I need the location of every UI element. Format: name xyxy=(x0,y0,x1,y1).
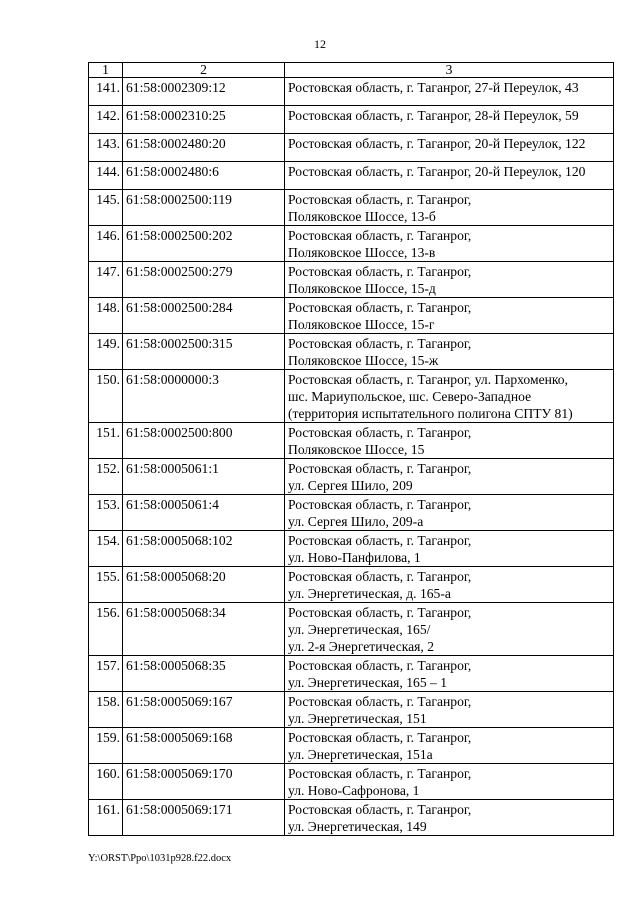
address-line: Ростовская область, г. Таганрог, xyxy=(288,425,472,440)
cadastral-number: 61:58:0000000:3 xyxy=(123,370,285,423)
address-cell xyxy=(285,226,614,262)
address-line: Ростовская область, г. Таганрог, xyxy=(288,766,472,781)
address-line: ул. Сергея Шило, 209 xyxy=(288,478,413,493)
table-body xyxy=(89,78,614,836)
row-number: 154. xyxy=(89,531,123,567)
address-line: Ростовская область, г. Таганрог, xyxy=(288,336,472,351)
address-line: Ростовская область, г. Таганрог, 27-й Переулок, 43 xyxy=(288,80,579,95)
address-line: Ростовская область, г. Таганрог, ул. Пархоменко, xyxy=(288,372,568,387)
cadastral-number: 61:58:0002500:202 xyxy=(123,226,285,262)
address-line: Поляковское Шоссе, 15 xyxy=(288,442,425,457)
address-line: Ростовская область, г. Таганрог, xyxy=(288,605,472,620)
address-line: Ростовская область, г. Таганрог, xyxy=(288,264,472,279)
row-number: 143. xyxy=(89,134,123,162)
column-header-3: 3 xyxy=(285,63,614,78)
row-number: 156. xyxy=(89,603,123,656)
row-number: 142. xyxy=(89,106,123,134)
registry-table xyxy=(88,62,614,836)
address-line: (территория испытательного полигона СПТУ 81) xyxy=(288,406,573,421)
cadastral-number: 61:58:0005068:34 xyxy=(123,603,285,656)
table-row xyxy=(89,78,614,106)
address-cell xyxy=(285,334,614,370)
row-number: 149. xyxy=(89,334,123,370)
row-number: 153. xyxy=(89,495,123,531)
address-cell xyxy=(285,728,614,764)
row-number: 151. xyxy=(89,423,123,459)
row-number: 150. xyxy=(89,370,123,423)
address-cell xyxy=(285,423,614,459)
cadastral-number: 61:58:0005061:4 xyxy=(123,495,285,531)
address-line: Ростовская область, г. Таганрог, xyxy=(288,461,472,476)
address-cell xyxy=(285,531,614,567)
cadastral-number: 61:58:0002500:279 xyxy=(123,262,285,298)
cadastral-number: 61:58:0002500:800 xyxy=(123,423,285,459)
row-number: 146. xyxy=(89,226,123,262)
address-line: ул. Сергея Шило, 209-а xyxy=(288,514,424,529)
table-row xyxy=(89,728,614,764)
address-line: Поляковское Шоссе, 15-ж xyxy=(288,353,439,368)
column-header-2: 2 xyxy=(123,63,285,78)
address-cell xyxy=(285,459,614,495)
address-line: ул. Энергетическая, 165 – 1 xyxy=(288,675,448,690)
address-cell xyxy=(285,603,614,656)
address-line: Поляковское Шоссе, 15-г xyxy=(288,317,435,332)
row-number: 148. xyxy=(89,298,123,334)
address-cell xyxy=(285,162,614,190)
cadastral-number: 61:58:0002480:20 xyxy=(123,134,285,162)
address-cell xyxy=(285,78,614,106)
address-cell xyxy=(285,190,614,226)
row-number: 161. xyxy=(89,800,123,836)
table-row xyxy=(89,603,614,656)
cadastral-number: 61:58:0002480:6 xyxy=(123,162,285,190)
cadastral-number: 61:58:0005068:35 xyxy=(123,656,285,692)
table-row xyxy=(89,531,614,567)
address-cell xyxy=(285,692,614,728)
cadastral-number: 61:58:0005061:1 xyxy=(123,459,285,495)
cadastral-number: 61:58:0005069:171 xyxy=(123,800,285,836)
address-line: Ростовская область, г. Таганрог, xyxy=(288,569,472,584)
cadastral-number: 61:58:0005069:170 xyxy=(123,764,285,800)
address-line: ул. 2-я Энергетическая, 2 xyxy=(288,639,434,654)
cadastral-number: 61:58:0002500:315 xyxy=(123,334,285,370)
column-header-1: 1 xyxy=(89,63,123,78)
address-cell xyxy=(285,495,614,531)
address-line: Ростовская область, г. Таганрог, xyxy=(288,730,472,745)
table-row xyxy=(89,106,614,134)
address-line: Поляковское Шоссе, 15-д xyxy=(288,281,436,296)
table-row xyxy=(89,370,614,423)
table-row xyxy=(89,334,614,370)
row-number: 152. xyxy=(89,459,123,495)
address-line: ул. Энергетическая, 165/ xyxy=(288,622,431,637)
table-row xyxy=(89,800,614,836)
address-line: ул. Энергетическая, 149 xyxy=(288,819,427,834)
row-number: 160. xyxy=(89,764,123,800)
row-number: 158. xyxy=(89,692,123,728)
address-line: ул. Ново-Панфилова, 1 xyxy=(288,550,421,565)
address-line: Ростовская область, г. Таганрог, xyxy=(288,228,472,243)
address-cell xyxy=(285,298,614,334)
table-row xyxy=(89,226,614,262)
address-cell xyxy=(285,656,614,692)
address-line: шс. Мариупольское, шс. Северо-Западное xyxy=(288,389,532,404)
table-row xyxy=(89,190,614,226)
table-row xyxy=(89,567,614,603)
row-number: 159. xyxy=(89,728,123,764)
row-number: 157. xyxy=(89,656,123,692)
address-line: Ростовская область, г. Таганрог, xyxy=(288,497,472,512)
table-header-row xyxy=(89,63,614,78)
file-path-footer: Y:\ORST\Ppo\1031p928.f22.docx xyxy=(88,853,232,864)
address-line: Поляковское Шоссе, 13-в xyxy=(288,245,436,260)
address-line: ул. Энергетическая, 151а xyxy=(288,747,433,762)
cadastral-number: 61:58:0005069:167 xyxy=(123,692,285,728)
cadastral-number: 61:58:0002310:25 xyxy=(123,106,285,134)
address-cell xyxy=(285,567,614,603)
address-line: ул. Энергетическая, д. 165-а xyxy=(288,586,451,601)
address-line: Ростовская область, г. Таганрог, xyxy=(288,802,472,817)
cadastral-number: 61:58:0002309:12 xyxy=(123,78,285,106)
address-cell xyxy=(285,134,614,162)
address-line: ул. Ново-Сафронова, 1 xyxy=(288,783,420,798)
address-line: Ростовская область, г. Таганрог, 20-й Переулок, 120 xyxy=(288,164,586,179)
address-line: Ростовская область, г. Таганрог, xyxy=(288,300,472,315)
address-line: ул. Энергетическая, 151 xyxy=(288,711,427,726)
cadastral-number: 61:58:0005069:168 xyxy=(123,728,285,764)
address-line: Ростовская область, г. Таганрог, 20-й Переулок, 122 xyxy=(288,136,586,151)
address-line: Ростовская область, г. Таганрог, xyxy=(288,694,472,709)
row-number: 155. xyxy=(89,567,123,603)
address-cell xyxy=(285,106,614,134)
table-row xyxy=(89,423,614,459)
address-line: Поляковское Шоссе, 13-б xyxy=(288,209,436,224)
table-row xyxy=(89,495,614,531)
table-row xyxy=(89,298,614,334)
row-number: 147. xyxy=(89,262,123,298)
cadastral-number: 61:58:0002500:119 xyxy=(123,190,285,226)
table-row xyxy=(89,262,614,298)
address-line: Ростовская область, г. Таганрог, 28-й Переулок, 59 xyxy=(288,108,579,123)
table-row xyxy=(89,764,614,800)
address-line: Ростовская область, г. Таганрог, xyxy=(288,192,472,207)
row-number: 141. xyxy=(89,78,123,106)
table-row xyxy=(89,459,614,495)
table-row xyxy=(89,656,614,692)
page-number: 12 xyxy=(314,37,326,51)
address-cell xyxy=(285,764,614,800)
table-row xyxy=(89,134,614,162)
address-cell xyxy=(285,262,614,298)
address-line: Ростовская область, г. Таганрог, xyxy=(288,533,472,548)
address-cell xyxy=(285,370,614,423)
row-number: 145. xyxy=(89,190,123,226)
cadastral-number: 61:58:0005068:20 xyxy=(123,567,285,603)
table-row xyxy=(89,692,614,728)
row-number: 144. xyxy=(89,162,123,190)
table-row xyxy=(89,162,614,190)
address-cell xyxy=(285,800,614,836)
cadastral-number: 61:58:0002500:284 xyxy=(123,298,285,334)
address-line: Ростовская область, г. Таганрог, xyxy=(288,658,472,673)
cadastral-number: 61:58:0005068:102 xyxy=(123,531,285,567)
